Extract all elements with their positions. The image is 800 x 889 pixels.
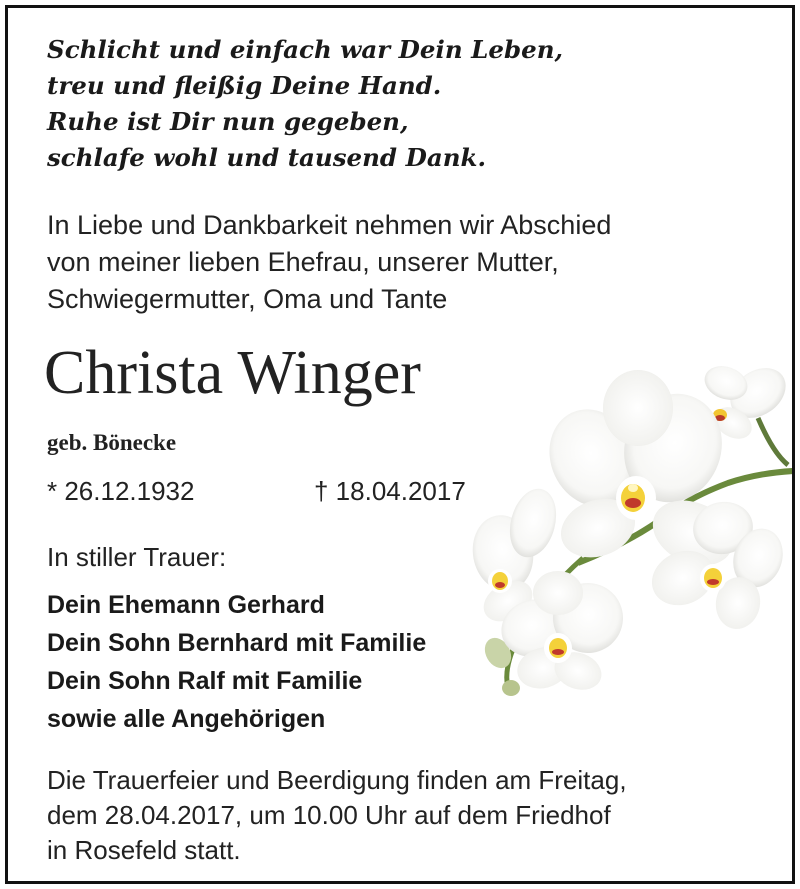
- mourners-list: [47, 586, 426, 738]
- white-orchid-image: [458, 353, 795, 703]
- poem-line: schlafe wohl und tausend Dank.: [47, 143, 487, 172]
- notice-line: in Rosefeld statt.: [47, 835, 241, 865]
- death-date: † 18.04.2017: [314, 476, 466, 506]
- poem-line: Schlicht und einfach war Dein Leben,: [47, 35, 564, 64]
- mourning-intro: In stiller Trauer:: [47, 542, 227, 572]
- deceased-name: Christa Winger: [44, 339, 421, 407]
- intro-line: Schwiegermutter, Oma und Tante: [47, 284, 448, 314]
- mourner-item: Dein Sohn Bernhard mit Familie: [47, 629, 427, 657]
- notice-line: Die Trauerfeier und Beerdigung finden am Freitag,: [47, 765, 627, 795]
- funeral-notice: [47, 763, 627, 868]
- intro-line: In Liebe und Dankbarkeit nehmen wir Abschied: [47, 210, 612, 240]
- mourner-item: Dein Ehemann Gerhard: [47, 591, 325, 619]
- poem-line: treu und fleißig Deine Hand.: [47, 71, 442, 100]
- notice-line: dem 28.04.2017, um 10.00 Uhr auf dem Friedhof: [47, 800, 611, 830]
- farewell-intro: [47, 207, 611, 318]
- intro-line: von meiner lieben Ehefrau, unserer Mutter,: [47, 247, 559, 277]
- maiden-name: geb. Bönecke: [47, 430, 177, 455]
- mourner-item: sowie alle Angehörigen: [47, 705, 326, 733]
- poem-line: Ruhe ist Dir nun gegeben,: [47, 107, 409, 136]
- birth-date: * 26.12.1932: [47, 476, 195, 506]
- obituary-card: [5, 5, 795, 884]
- memorial-poem: [47, 32, 563, 176]
- mourner-item: Dein Sohn Ralf mit Familie: [47, 667, 363, 695]
